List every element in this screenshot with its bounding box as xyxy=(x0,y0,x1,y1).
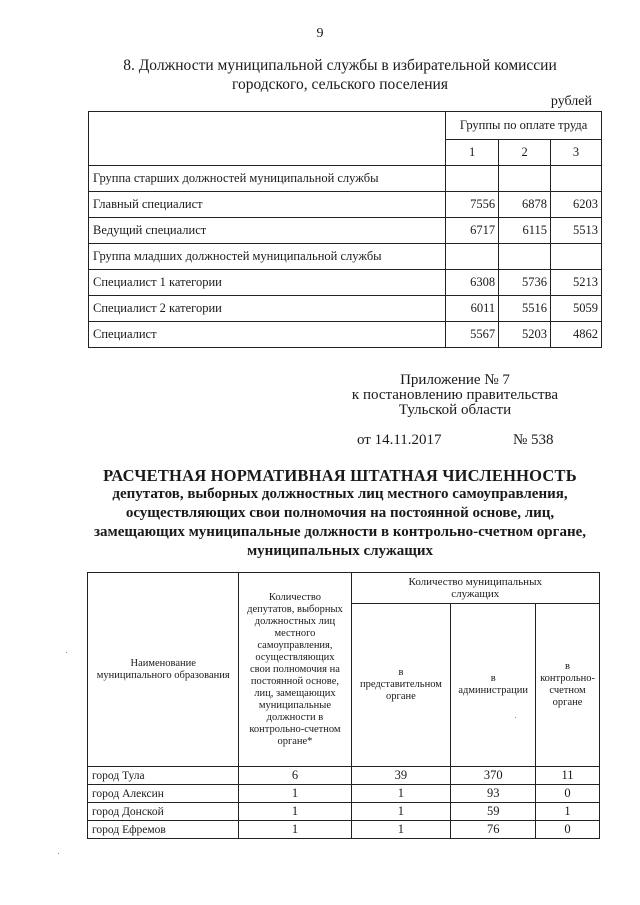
table-row xyxy=(89,192,602,218)
salary-value: 5513 xyxy=(551,218,602,244)
salary-value: 5059 xyxy=(551,296,602,322)
cell-value: 1 xyxy=(239,803,351,821)
salary-value: 6308 xyxy=(446,270,499,296)
cell-value: 1 xyxy=(239,821,351,839)
staffing-table xyxy=(87,572,600,839)
table-row xyxy=(89,244,602,270)
annex-line3: Тульской области xyxy=(398,402,512,418)
table-row xyxy=(88,767,600,785)
col-number: 3 xyxy=(551,140,602,166)
document-heading xyxy=(60,466,620,561)
salary-table xyxy=(88,111,602,348)
municipality-name: город Тула xyxy=(88,767,239,785)
heading-line: муниципальных служащих xyxy=(246,543,434,559)
position-name: Специалист 2 категории xyxy=(89,296,446,322)
municipality-name: город Ефремов xyxy=(88,821,239,839)
table-row xyxy=(88,803,600,821)
col-number: 1 xyxy=(446,140,499,166)
salary-value: 6878 xyxy=(499,192,551,218)
position-name: Специалист xyxy=(89,322,446,348)
section-title-line2: городского, сельского поселения xyxy=(232,76,448,93)
annex-block xyxy=(340,373,570,418)
cell-value: 1 xyxy=(351,785,451,803)
position-name: Группа младших должностей муниципальной службы xyxy=(89,244,446,270)
table-row xyxy=(89,218,602,244)
salary-value: 5203 xyxy=(499,322,551,348)
annex-title: Приложение № 7 xyxy=(400,372,510,388)
sub-representative-header: в представительном органе xyxy=(351,604,451,767)
salary-value: 7556 xyxy=(446,192,499,218)
cell-value: 39 xyxy=(351,767,451,785)
table-row xyxy=(89,166,602,192)
municipality-name: город Алексин xyxy=(88,785,239,803)
cell-value: 1 xyxy=(351,821,451,839)
municipality-name: город Донской xyxy=(88,803,239,821)
salary-value xyxy=(446,244,499,270)
salary-value: 6717 xyxy=(446,218,499,244)
position-header-cell xyxy=(89,112,446,166)
salary-value xyxy=(446,166,499,192)
col-staff-group-header: Количество муниципальных служащих xyxy=(351,573,600,604)
table-row xyxy=(88,821,600,839)
currency-unit: рублей xyxy=(550,94,592,109)
sub-administration-header: в администрации xyxy=(451,604,536,767)
scan-speck xyxy=(58,853,59,854)
table-row xyxy=(89,296,602,322)
scan-speck xyxy=(515,717,516,718)
section-title xyxy=(80,56,600,94)
salary-value: 5516 xyxy=(499,296,551,322)
cell-value: 0 xyxy=(536,785,600,803)
cell-value: 1 xyxy=(536,803,600,821)
salary-value: 6203 xyxy=(551,192,602,218)
cell-value: 1 xyxy=(239,785,351,803)
salary-value: 6011 xyxy=(446,296,499,322)
cell-value: 1 xyxy=(351,803,451,821)
col-deputies-header: Количество депутатов, выборных должностных лиц местного самоуправления, осуществляющих свои полномочия на постоянной основе, лиц, замещающих муниципальные должности в контрольно-счетном органе* xyxy=(239,573,351,767)
salary-value: 5567 xyxy=(446,322,499,348)
salary-header-row xyxy=(89,112,602,140)
section-title-line1: 8. Должности муниципальной службы в избирательной комиссии xyxy=(123,57,557,74)
annex-line2: к постановлению правительства xyxy=(351,387,559,403)
heading-line: осуществляющих свои полномочия на постоянной основе, лиц, xyxy=(125,505,555,521)
staffing-header-row xyxy=(88,573,600,604)
salary-value: 5736 xyxy=(499,270,551,296)
position-name: Ведущий специалист xyxy=(89,218,446,244)
table-row xyxy=(89,270,602,296)
annex-date: от 14.11.2017 xyxy=(357,432,442,448)
salary-value xyxy=(499,244,551,270)
col-name-header: Наименование муниципального образования xyxy=(88,573,239,767)
cell-value: 11 xyxy=(536,767,600,785)
heading-line: депутатов, выборных должностных лиц местного самоуправления, xyxy=(112,486,568,502)
page-number: 9 xyxy=(316,26,324,41)
heading-main: РАСЧЕТНАЯ НОРМАТИВНАЯ ШТАТНАЯ ЧИСЛЕННОСТЬ xyxy=(103,466,577,485)
position-name: Группа старших должностей муниципальной службы xyxy=(89,166,446,192)
cell-value: 76 xyxy=(451,821,536,839)
position-name: Главный специалист xyxy=(89,192,446,218)
cell-value: 370 xyxy=(451,767,536,785)
position-name: Специалист 1 категории xyxy=(89,270,446,296)
annex-number: № 538 xyxy=(513,432,554,448)
table-row xyxy=(88,785,600,803)
col-number: 2 xyxy=(499,140,551,166)
table-row xyxy=(89,322,602,348)
scan-speck xyxy=(66,652,67,653)
salary-value: 5213 xyxy=(551,270,602,296)
sub-control-header: в контрольно-счетном органе xyxy=(536,604,600,767)
cell-value: 59 xyxy=(451,803,536,821)
salary-value xyxy=(499,166,551,192)
pay-group-header: Группы по оплате труда xyxy=(446,112,602,140)
salary-value xyxy=(551,244,602,270)
salary-value xyxy=(551,166,602,192)
salary-value: 4862 xyxy=(551,322,602,348)
salary-value: 6115 xyxy=(499,218,551,244)
heading-line: замещающих муниципальные должности в контрольно-счетном органе, xyxy=(94,524,586,540)
cell-value: 93 xyxy=(451,785,536,803)
cell-value: 6 xyxy=(239,767,351,785)
cell-value: 0 xyxy=(536,821,600,839)
